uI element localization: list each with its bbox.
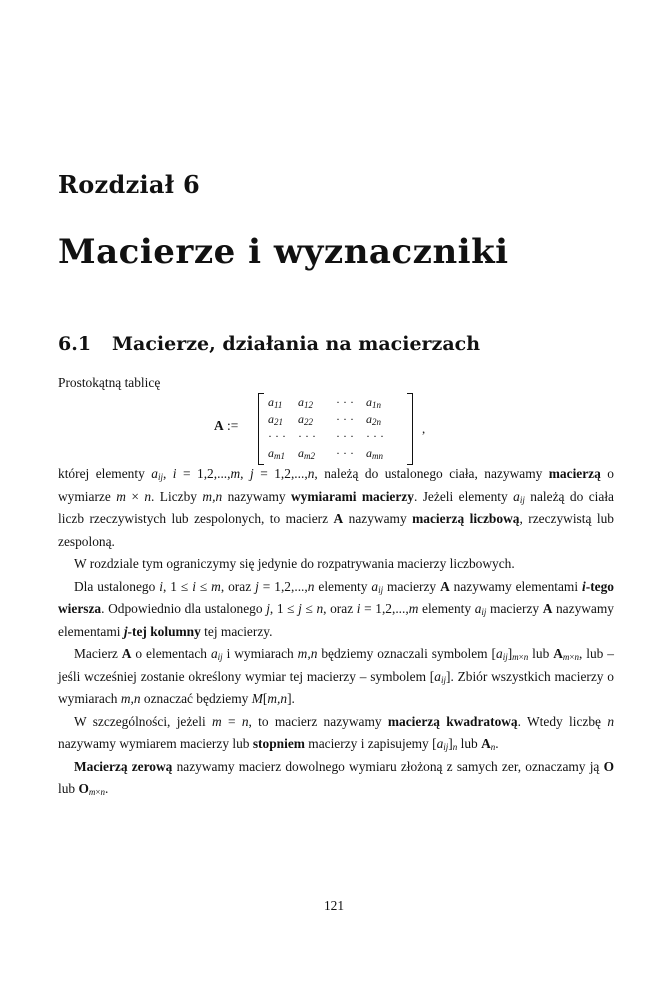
section-body bbox=[58, 463, 614, 801]
matrix-entry: $a_{mn}$ bbox=[366, 446, 383, 461]
matrix-entries bbox=[268, 395, 408, 461]
matrix-entry: · · · bbox=[336, 429, 354, 443]
chapter-label: Rozdział 6 bbox=[58, 170, 200, 199]
paragraph-zero-matrix: Macierzą zerową nazywamy macierz dowolnego wymiaru złożoną z samych zer, oznaczamy ją O lub $O_{m\times n}$. bbox=[58, 758, 614, 797]
matrix-entry: $a_{2n}$ bbox=[366, 412, 381, 427]
section-title: Macierze, działania na macierzach bbox=[112, 333, 481, 355]
matrix-entry: $a_{22}$ bbox=[298, 412, 313, 427]
matrix-definition bbox=[214, 391, 444, 465]
matrix-comma: , bbox=[422, 421, 426, 436]
matrix-entry: · · · bbox=[366, 429, 384, 443]
intro-line: Prostokątną tablicę bbox=[58, 375, 161, 390]
matrix-entry: $a_{1n}$ bbox=[366, 395, 381, 410]
section-heading bbox=[58, 333, 480, 355]
section-number: 6.1 bbox=[58, 333, 92, 355]
matrix-entry: $a_{11}$ bbox=[268, 395, 283, 410]
matrix-entry: · · · bbox=[298, 429, 316, 443]
matrix-lhs: A := bbox=[214, 418, 239, 433]
matrix-entry: $a_{m1}$ bbox=[268, 446, 285, 461]
matrix-entry: · · · bbox=[336, 395, 354, 409]
matrix-entry: · · · bbox=[336, 412, 354, 426]
paragraph-definition: której elementy $a_{ij}$, i = 1,2,...,m, j = 1,2,...,n, należą do ustalonego ciała, nazywamy macierzą o wymiarze m × n. Liczby m,n nazywamy wymiarami macierzy. Jeżeli elementy $a_{ij}$ należą do ciała liczb rzeczywistych lub zespolonych, to macierz A nazywamy macierzą liczbową, rzeczywistą lub zespoloną. bbox=[58, 466, 615, 549]
paragraph-rows-columns: Dla ustalonego i, 1 ≤ i ≤ m, oraz j = 1,2,...,n elementy $a_{ij}$ macierzy A nazywamy elementami i-tego wiersza. Odpowiednio dla ustalonego j, 1 ≤ j ≤ n, oraz i = 1,2,...,m elementy $a_{ij}$ macierzy A nazywamy elementami j-tej kolumny tej macierzy. bbox=[58, 578, 615, 639]
paragraph-scope: W rozdziale tym ograniczymy się jedynie do rozpatrywania macierzy liczbowych. bbox=[74, 556, 515, 571]
chapter-title: Macierze i wyznaczniki bbox=[58, 232, 509, 272]
matrix-entry: · · · bbox=[268, 429, 286, 443]
matrix-entry: $a_{m2}$ bbox=[298, 446, 315, 461]
matrix-entry: $a_{21}$ bbox=[268, 412, 283, 427]
right-bracket bbox=[407, 393, 413, 465]
page-number: 121 bbox=[323, 898, 345, 913]
paragraph-square: W szczególności, jeżeli m = n, to macierz nazywamy macierzą kwadratową. Wtedy liczbę n nazywamy wymiarem macierzy lub stopniem macierzy i zapisujemy $[a_{ij}]_n$ lub $A_n$. bbox=[58, 713, 615, 752]
matrix-entry: · · · bbox=[336, 446, 354, 460]
left-bracket bbox=[258, 393, 264, 465]
paragraph-notation: Macierz A o elementach $a_{ij}$ i wymiarach m,n będziemy oznaczali symbolem $[a_{ij}]_{m\times n}$ lub $A_{m\times n}$, lub – jeśli wcześniej zostanie określony wymiar tej macierzy – symbolem $[a_{ij}]$. Zbiór wszystkich macierzy o wymiarach m,n oznaczać będziemy M[m,n]. bbox=[58, 646, 615, 706]
matrix-entry: $a_{12}$ bbox=[298, 395, 313, 410]
